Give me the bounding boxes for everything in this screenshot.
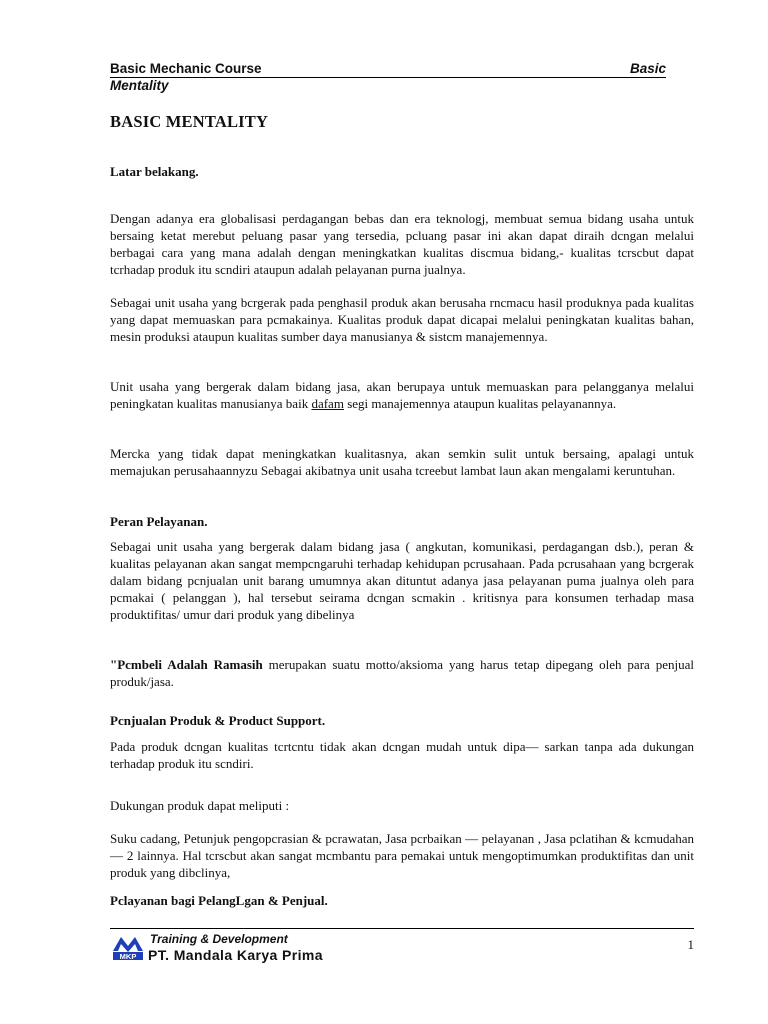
section-heading-sales: Pcnjualan Produk & Product Support. xyxy=(110,713,326,728)
paragraph-sales-3: Suku cadang, Petunjuk pengopcrasian & pcrawatan, Jasa pcrbaikan — pelayanan , Jasa pclatihan & kcmudahan— 2 lainnya. Hal tcrscbut akan sangat mcmbantu para pemakai untuk mengoptimumkan produktifitas dan unit produk yang dibclinya, xyxy=(110,831,694,880)
header-topic-line1: Basic xyxy=(629,61,666,76)
paragraph-background-3-end: segi manajemennya ataupun kualitas pelayanannya. xyxy=(343,396,617,411)
paragraph-background-3-start: Unit usaha yang bergerak dalam bidang jasa, akan berupaya untuk memuaskan para pelangganya melalui peningkatan kualitas manusianya baik xyxy=(110,379,694,411)
paragraph-sales-1: Pada produk dcngan kualitas tcrtcntu tidak akan dcngan mudah untuk dipa— sarkan tanpa ada dukungan terhadap produk itu scndiri. xyxy=(110,739,694,771)
underlined-word: dafam xyxy=(311,396,344,411)
section-heading-background: Latar belakang. xyxy=(110,164,199,179)
footer-department: Training & Development xyxy=(150,932,288,946)
page-number: 1 xyxy=(687,937,694,952)
motto-rest: merupakan suatu motto/aksioma yang harus tetap dipegang oleh para penjual produk/jasa. xyxy=(110,657,694,689)
header-topic-line2: Mentality xyxy=(110,78,169,93)
document-title: BASIC MENTALITY xyxy=(110,112,269,131)
paragraph-background-1: Dengan adanya era globalisasi perdagangan bebas dan era teknologj, membuat semua bidang usaha untuk bersaing ketat merebut peluang pasar yang tersedia, pcluang pasar ini akan dapat diraih dcngan melalui berbagai cara yang mana adalah dengan meningkatkan kualitas discmua bidang,- kualitas tcrscbut dapat tcrhadap produk itu scndiri ataupun adalah pelayanan purna jualnya. xyxy=(110,211,694,277)
page-footer xyxy=(110,928,694,969)
paragraph-sales-2: Dukungan produk dapat meliputi : xyxy=(110,798,290,813)
motto-phrase: "Pcmbeli Adalah Ramasih xyxy=(110,657,263,672)
company-logo xyxy=(112,933,144,961)
running-header xyxy=(110,61,666,94)
paragraph-background-3 xyxy=(110,378,694,412)
section-heading-service: Peran Pelayanan. xyxy=(110,514,208,529)
paragraph-service-1: Sebagai unit usaha yang bergerak dalam bidang jasa ( angkutan, komunikasi, perdagangan dsb.), peran & kualitas pelayanan akan sangat mempcngaruhi terhadap kehidupan pcrusahaan. Pada pcrusahaan yang bcrgerak dalam bidang pcnjualan unit barang umumnya akan dituntut adanya jasa pelayanan puma jualnya oleh para pcmakai ( pelanggan ), hal tersebut seirama dcngan scmakin . kritisnya para konsumen terhadap masa produktifitas/ umur dari produk yang dibelinya xyxy=(110,539,694,622)
section-heading-customer: Pclayanan bagi PelangLgan & Penjual. xyxy=(110,893,328,908)
paragraph-background-2: Sebagai unit usaha yang bcrgerak pada penghasil produk akan berusaha rncmacu hasil produknya pada kualitas yang dapat memuaskan para pcmakainya. Kualitas produk dapat dicapai melalui peningkatan kualitas bahan, mesin produksi ataupun kualitas sumber daya manusianya & sistcm manajemennya. xyxy=(110,295,694,344)
footer-company-name: PT. Mandala Karya Prima xyxy=(148,947,323,963)
header-course: Basic Mechanic Course xyxy=(110,61,262,76)
paragraph-background-4: Mercka yang tidak dapat meningkatkan kualitasnya, akan semkin sulit untuk bersaing, apalagi untuk memajukan perusahaannyzu Sebagai akibatnya unit usaha tcreebut lambat laun akan mengalami keruntuhan. xyxy=(110,446,694,478)
paragraph-motto xyxy=(110,656,694,690)
svg-text:MKP: MKP xyxy=(119,952,137,961)
